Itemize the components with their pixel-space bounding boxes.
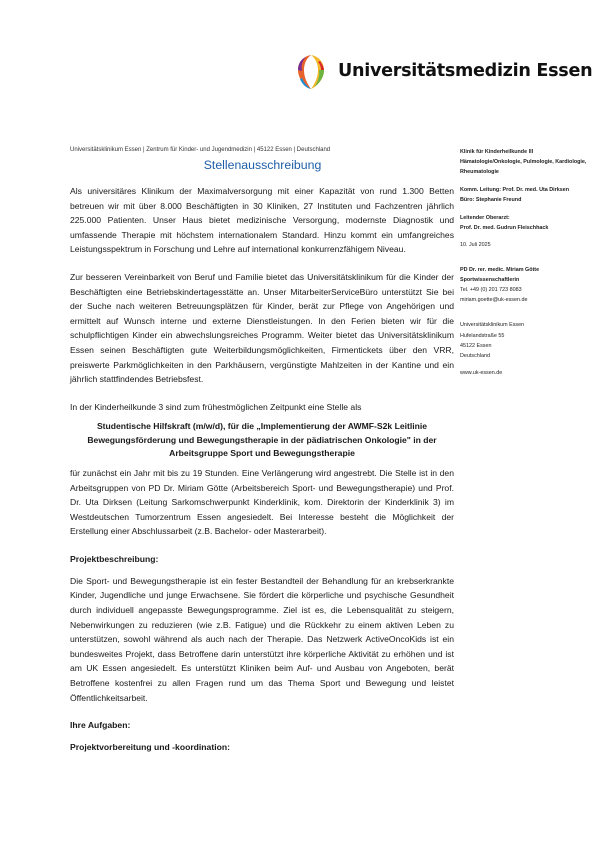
org-name: Universitätsklinikum Essen — [460, 322, 525, 329]
org-city: 45122 Essen — [460, 342, 492, 349]
brand-logo — [292, 52, 593, 92]
clinic-name: Klinik für Kinderheilkunde III — [460, 149, 534, 155]
position-intro: In der Kinderheilkunde 3 sind zum frühestmöglichen Zeitpunkt eine Stelle als — [70, 401, 362, 412]
family-paragraph: Zur besseren Vereinbarkeit von Beruf und Familie bietet das Universitätsklinikum für die Kinder der Beschäftigten eine Betriebskindertagesstätte an. Unser MitarbeiterServiceBüro unterstützt Sie bei der Suche nach weiteren Betreuungsplätzen für Kinder, berät zur Pflege von Angehörigen und ermittelt auf Wunsch interne und externe Dienstleistungen. In den Ferien bieten wir für die schulpflichtigen Kinder ein abwechslungsreiches Programm. Weiter bietet das Universitätsklinikum Essen seinen Beschäftigten gute Weiterbildungsmöglichkeiten, Firmentickets über den VRR, preiswerte Parkmöglichkeiten in den Parkhäusern, vergünstigte Mahlzeiten in der Kantine und ein jährlich stattfindendes Betriebsfest. — [70, 271, 454, 385]
clinic-office: Büro: Stephanie Freund — [460, 196, 522, 203]
letter-date: 10. Juli 2025 — [460, 242, 491, 249]
org-website-link[interactable]: www.uk-essen.de — [460, 370, 503, 377]
intro-paragraph: Als universitäres Klinikum der Maximalversorgung mit einer Kapazität von rund 1.300 Betten betreuen wir mit über 8.000 Beschäftigten in 30 Kliniken, 27 Instituten und Fachzentren jährlich 225.000 Patienten. Unser Haus bietet medizinische Versorgung, modernste Diagnostik und umfassende Therapie mit höchstem internationalem Standard. Hinzu kommt ein umfangreiches Leistungsspektrum in Forschung und Lehre auf international konkurrenzfähigem Niveau. — [70, 186, 454, 255]
logo-emblem-icon — [292, 52, 330, 92]
tasks-subheading: Projektvorbereitung und -koordination: — [70, 742, 230, 753]
contact-role: Sportwissenschaftlerin — [460, 276, 520, 283]
senior-physician-name: Prof. Dr. med. Gudrun Fleischhack — [460, 225, 549, 232]
clinic-leadership: Komm. Leitung: Prof. Dr. med. Uta Dirksen — [460, 186, 570, 193]
page-title: Stellenausschreibung — [203, 158, 322, 172]
contact-email[interactable]: miriam.goette@uk-essen.de — [460, 297, 528, 304]
contact-phone: Tel. +49 (0) 201 723 8083 — [460, 287, 522, 294]
senior-physician-label: Leitender Oberarzt: — [460, 215, 510, 222]
position-title: Studentische Hilfskraft (m/w/d), für die „Implementierung der AWMF-S2k Leitlinie Bewegungsförderung und Bewegungstherapie in der pädiatrischen Onkologie" in der Arbeitsgruppe Sport und Bewegungstherapie — [87, 421, 437, 458]
position-details: für zunächst ein Jahr mit bis zu 19 Stunden. Eine Verlängerung wird angestrebt. Die Stelle ist in den Arbeitsgruppen von PD Dr. Miriam Götte (Arbeitsbereich Sport- und Bewegungstherapie) und Prof. Dr. Uta Dirksen (Leitung Sarkomschwerpunkt Kinderklinik, kom. Direktorin der Kinderklinik 3) im Westdeutschen Tumorzentrum Essen angesiedelt. Bei Interesse besteht die Möglichkeit der Erstellung einer Abschlussarbeit (z.B. Bachelor- oder Masterarbeit). — [70, 467, 454, 537]
project-heading: Projektbeschreibung: — [70, 553, 159, 564]
org-country: Deutschland — [460, 353, 490, 360]
sender-address-line: Universitätsklinikum Essen | Zentrum für Kinder- und Jugendmedizin | 45122 Essen | Deutschland — [70, 147, 331, 153]
brand-name: Universitätsmedizin Essen — [338, 61, 593, 81]
contact-name: PD Dr. rer. medic. Miriam Götte — [460, 266, 540, 273]
letterhead-sidebar — [460, 147, 590, 378]
clinic-departments: Hämatologie/Onkologie, Pulmologie, Kardiologie, Rheumatologie — [460, 159, 587, 176]
org-street: Hufelandstraße 55 — [460, 332, 505, 339]
tasks-heading: Ihre Aufgaben: — [70, 720, 131, 731]
main-content — [70, 184, 454, 762]
project-description: Die Sport- und Bewegungstherapie ist ein fester Bestandteil der Behandlung für an krebserkrankte Kinder, Jugendliche und junge Erwachsene. Sie fördert die körperliche und psychische Gesundheit durch individuell angepasste Bewegungsprogramme. Ziel ist es, die Lebensqualität zu steigern, Nebenwirkungen zu reduzieren (wie z.B. Fatigue) und die Rückkehr zu einem aktiven Leben zu unterstützen, sowohl während als auch nach der Therapie. Das Netzwerk ActiveOncoKids ist ein bundesweites Projekt, dass Betroffene darin unterstützt ihre körperliche Aktivität zu erhöhen und ist am UK Essen angesiedelt. Es unterstützt Kliniken beim Auf- und Ausbau von Angeboten, berät Betroffene kostenfrei zu allen Fragen rund um das Thema Sport und Bewegung und leistet Öffentlichkeitsarbeit. — [70, 575, 454, 703]
